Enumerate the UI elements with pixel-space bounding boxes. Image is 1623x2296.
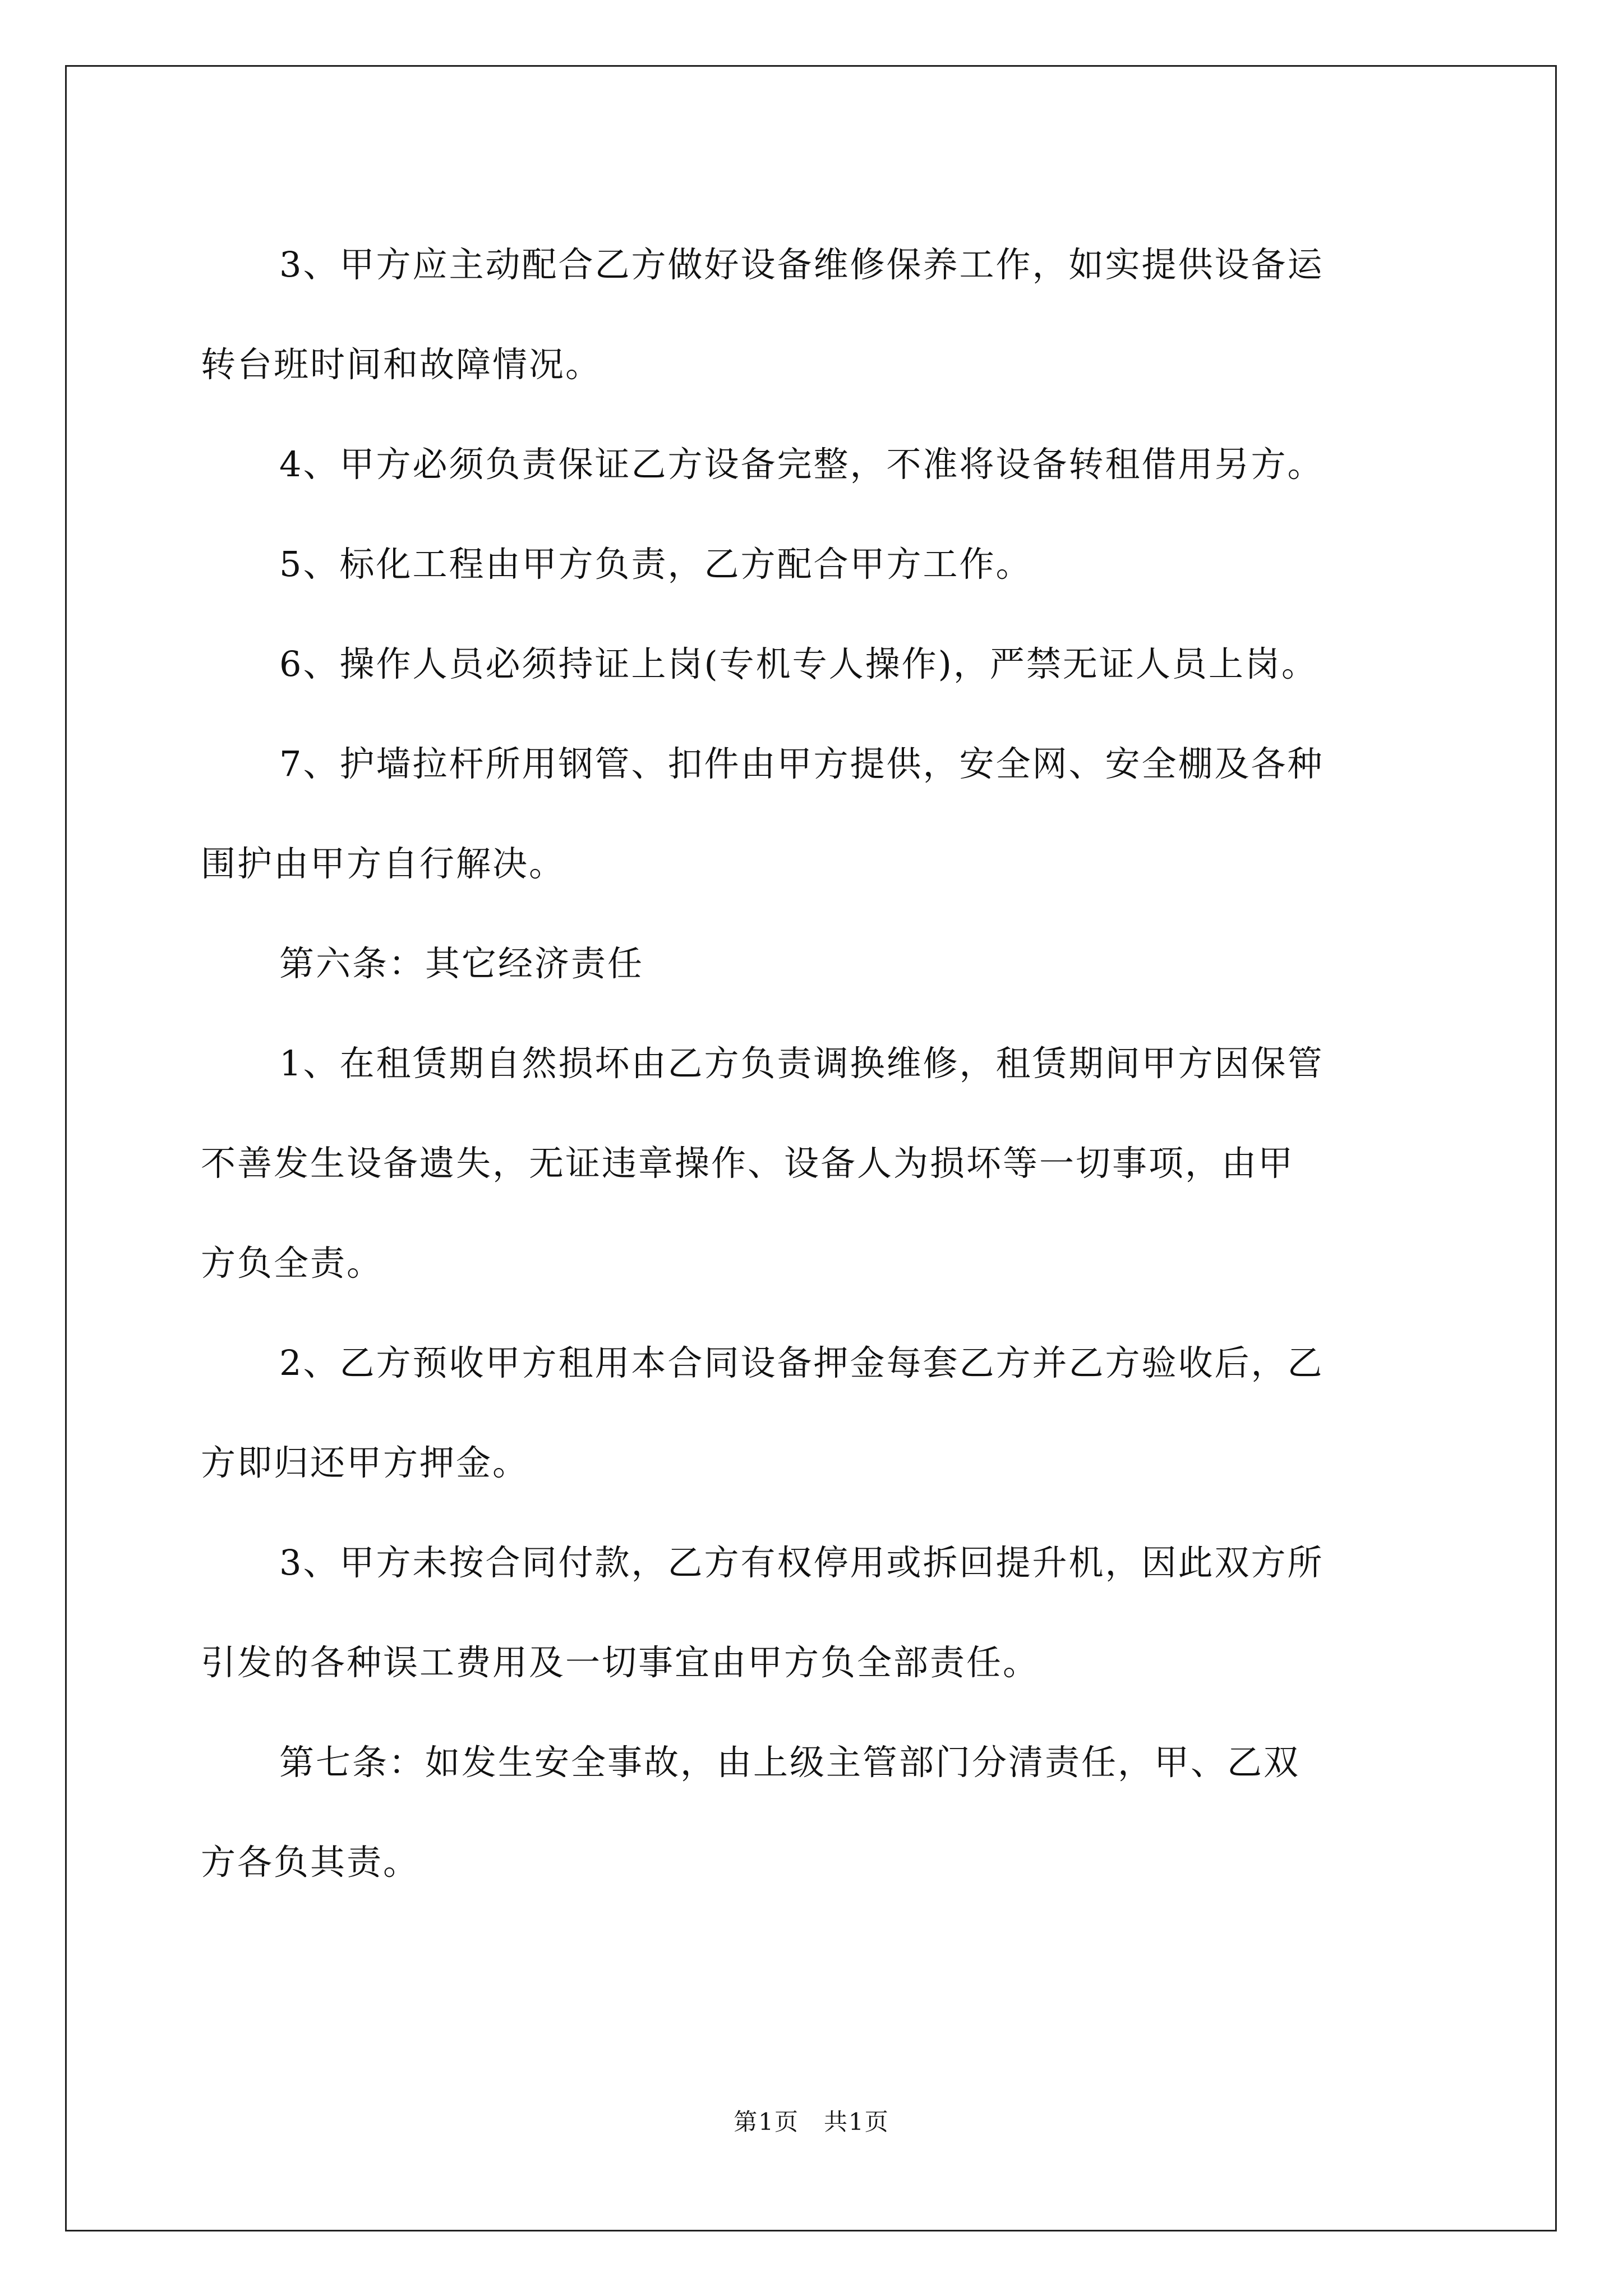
text-line: 7、护墙拉杆所用钢管、扣件由甲方提供，安全网、安全棚及各种 [279,743,1324,784]
page-footer: 第1页 共1页 [734,2108,889,2136]
paragraph-clause-5-7 [201,714,1435,914]
paragraph-clause-5-5 [201,514,1435,614]
text-line: 方各负其责。 [201,1842,420,1883]
text-line: 方即归还甲方押金。 [201,1442,529,1483]
paragraph-clause-5-4 [201,415,1435,514]
text-line: 转台班时间和故障情况。 [201,344,602,385]
text-line: 方负全责。 [201,1243,384,1283]
text-line: 3、甲方未按合同付款，乙方有权停用或拆回提升机，因此双方所 [279,1542,1324,1583]
text-line: 5、标化工程由甲方负责，乙方配合甲方工作。 [279,544,1032,585]
text-line: 不善发生设备遗失，无证违章操作、设备人为损坏等一切事项，由甲 [201,1143,1295,1184]
text-line: 4、甲方必须负责保证乙方设备完整，不准将设备转租借用另方。 [279,444,1324,485]
text-line: 第七条：如发生安全事故，由上级主管部门分清责任，甲、乙双 [279,1742,1301,1783]
paragraph-clause-5-6 [201,614,1435,714]
text-line: 1、在租赁期自然损坏由乙方负责调换维修，租赁期间甲方因保管 [279,1043,1324,1084]
paragraph-clause-6-1 [201,1014,1435,1313]
section-heading-article-6 [201,914,1435,1014]
text-line: 第六条：其它经济责任 [279,943,644,984]
text-line: 围护由甲方自行解决。 [201,843,566,884]
text-line: 3、甲方应主动配合乙方做好设备维修保养工作，如实提供设备运 [279,244,1324,285]
paragraph-clause-5-3 [201,215,1435,415]
text-line: 引发的各种误工费用及一切事宜由甲方负全部责任。 [201,1642,1040,1683]
paragraph-article-7 [201,1713,1435,1912]
paragraph-clause-6-3 [201,1513,1435,1713]
paragraph-clause-6-2 [201,1313,1435,1513]
text-line: 6、操作人员必须持证上岗(专机专人操作)，严禁无证人员上岗。 [279,643,1318,684]
text-line: 2、乙方预收甲方租用本合同设备押金每套乙方并乙方验收后，乙 [279,1342,1324,1383]
